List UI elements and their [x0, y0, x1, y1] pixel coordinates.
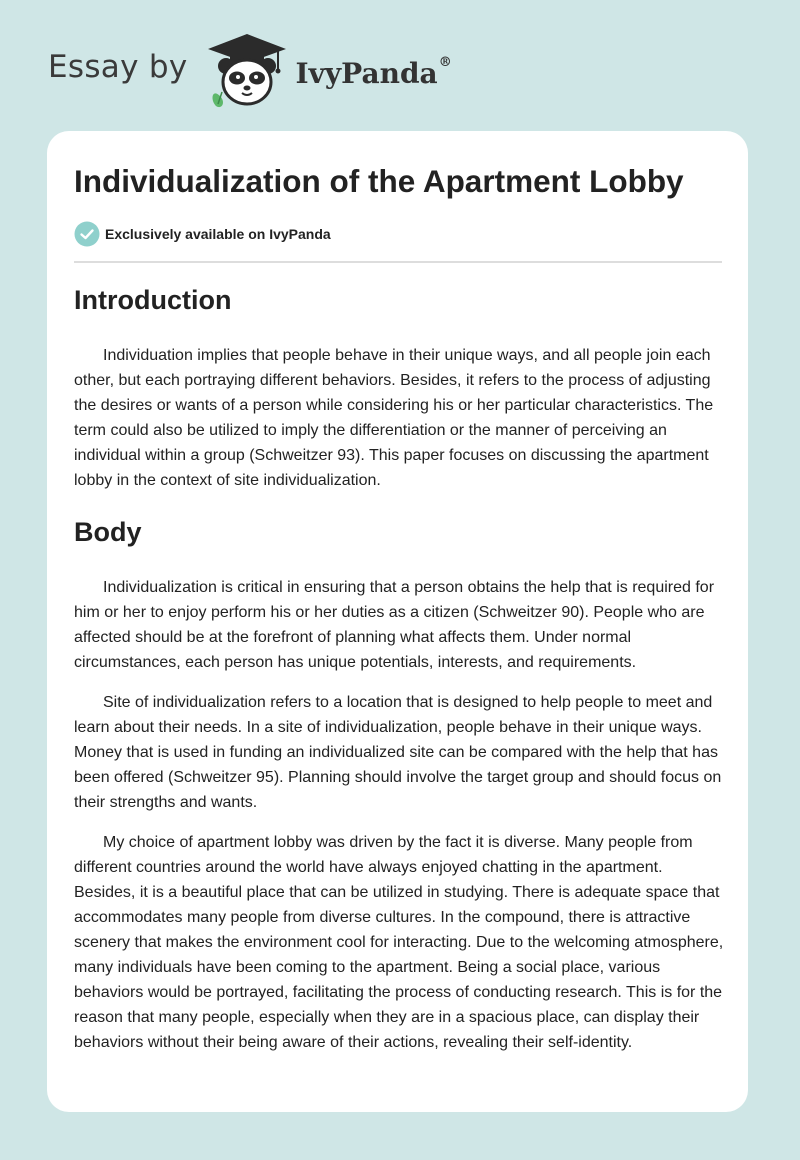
exclusive-badge	[74, 221, 331, 247]
section-heading-body: Body	[74, 517, 142, 547]
essay-by-label: Essay by	[48, 49, 188, 85]
body-paragraph-2: Site of individualization refers to a location that is designed to help people to meet and learn about their needs. In a site of individualization, people behave in their unique ways. Money that is used in funding an individualized site can be compared with the help that has been offered (Schweitzer 95). Planning should involve the target group and should focus on their strengths and wants.	[74, 694, 722, 811]
body-paragraph-1: Individualization is critical in ensuring that a person obtains the help that is required for him or her to enjoy perform his or her duties as a citizen (Schweitzer 90). People who are affected should be at the forefront of planning what affects them. Under normal circumstances, each person has unique potentials, interests, and requirements.	[74, 579, 715, 671]
essay-card	[47, 131, 748, 1112]
check-circle-icon	[74, 221, 100, 247]
registered-mark: ®	[438, 54, 452, 70]
introduction-paragraph: Individuation implies that people behave in their unique ways, and all people join each other, but each portraying different behaviors. Besides, it refers to the process of adjusting the desires or wants of a person while considering his or her particular characteristics. The term could also be utilized to imply the differentiation or the manner of perceiving an individual within a group (Schweitzer 93). This paper focuses on discussing the apartment lobby in the context of site individualization.	[74, 347, 714, 489]
page-title: Individualization of the Apartment Lobby	[74, 163, 684, 199]
site-header	[48, 30, 452, 110]
title-divider	[74, 261, 722, 263]
brand-name[interactable]: IvyPanda®	[295, 54, 452, 90]
section-heading-introduction: Introduction	[74, 285, 232, 315]
exclusive-badge-text: Exclusively available on IvyPanda	[105, 226, 331, 242]
essay-content	[74, 283, 726, 1055]
panda-logo-icon[interactable]	[202, 30, 292, 110]
body-paragraph-3: My choice of apartment lobby was driven by the fact it is diverse. Many people from different countries around the world have always enjoyed chatting in the apartment. Besides, it is a beautiful place that can be utilized in studying. There is adequate space that accommodates many people from diverse cultures. In the compound, there is attractive scenery that makes the environment cool for interacting. Due to the welcoming atmosphere, many individuals have been coming to the apartment. Being a social place, various behaviors would be portrayed, facilitating the process of conducting research. This is for the reason that many people, especially when they are in a spacious place, can display their behaviors without their being aware of their actions, revealing their self-identity.	[74, 834, 724, 1051]
